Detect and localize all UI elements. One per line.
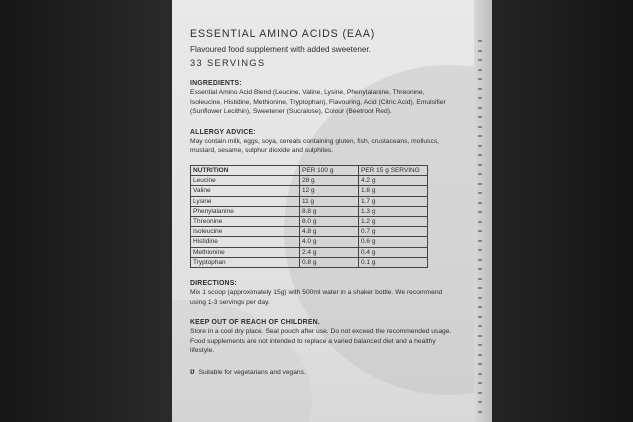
table-row — [191, 176, 428, 186]
edge-text-fragment — [478, 78, 482, 80]
nutrition-header-perserving: PER 15 g SERVING — [359, 165, 428, 175]
table-row — [191, 216, 428, 226]
product-subtitle: Flavoured food supplement with added sweetener. — [190, 45, 371, 54]
nutrient-name: Lysine — [191, 196, 300, 206]
edge-text-fragment — [478, 211, 482, 213]
edge-text-fragment — [478, 249, 482, 251]
table-row — [191, 247, 428, 257]
edge-text-fragment — [478, 344, 482, 346]
edge-text-fragment — [478, 373, 482, 375]
nutrient-perserving: 1.2 g — [359, 216, 428, 226]
nutrient-name: Valine — [191, 186, 300, 196]
edge-text-fragment — [478, 69, 482, 71]
ingredients-heading: INGREDIENTS: — [190, 80, 242, 87]
nutrient-name: Phenylalanine — [191, 206, 300, 216]
edge-text-fragment — [478, 202, 482, 204]
edge-text-fragment — [478, 392, 482, 394]
table-row — [191, 206, 428, 216]
servings-count: 33 SERVINGS — [190, 58, 266, 68]
table-row — [191, 186, 428, 196]
nutrient-per100: 8.8 g — [300, 206, 359, 216]
edge-text-fragment — [478, 401, 482, 403]
nutrient-perserving: 0.1 g — [359, 257, 428, 267]
edge-text-fragment — [478, 164, 482, 166]
nutrient-perserving: 4.2 g — [359, 176, 428, 186]
vegan-v-icon: ʋ — [190, 366, 195, 376]
edge-text-fragment — [478, 363, 482, 365]
edge-text-fragment — [478, 135, 482, 137]
edge-text-fragment — [478, 335, 482, 337]
nutrition-table — [190, 165, 428, 268]
warning-text: Store in a cool dry place. Seal pouch after use. Do not exceed the recommended usage. Food supplements are not intended to replace a varied balanced diet and a healthy lifestyle. — [190, 328, 452, 355]
edge-text-fragment — [478, 221, 482, 223]
nutrient-name: Isoleucine — [191, 227, 300, 237]
edge-text-fragment — [478, 287, 482, 289]
nutrient-per100: 0.8 g — [300, 257, 359, 267]
allergy-heading: ALLERGY ADVICE: — [190, 128, 256, 136]
table-row — [191, 196, 428, 206]
nutrient-name: Threonine — [191, 216, 300, 226]
table-row — [191, 257, 428, 267]
edge-text-fragment — [478, 411, 482, 413]
nutrient-name: Methionine — [191, 247, 300, 257]
nutrient-perserving: 0.7 g — [359, 227, 428, 237]
nutrient-per100: 11 g — [300, 196, 359, 206]
vegetarian-text: Suitable for vegetarians and vegans. — [198, 368, 306, 376]
nutrient-per100: 4.8 g — [300, 227, 359, 237]
allergy-text: May contain milk, eggs, soya, cereals containing gluten, fish, crustaceans, molluscs, mustard, sesame, sulphur dioxide and sulphites. — [190, 137, 440, 155]
edge-text-fragment — [478, 154, 482, 156]
edge-text-fragment — [478, 40, 482, 42]
nutrition-header-row — [191, 165, 428, 175]
edge-text-fragment — [478, 325, 482, 327]
edge-text-fragment — [478, 230, 482, 232]
table-row — [191, 237, 428, 247]
edge-text-fragment — [478, 192, 482, 194]
vegetarian-note — [190, 367, 472, 376]
edge-text-fragment — [478, 259, 482, 261]
nutrient-perserving: 0.6 g — [359, 237, 428, 247]
edge-text-fragment — [478, 50, 482, 52]
edge-text-fragment — [478, 88, 482, 90]
edge-text-fragment — [478, 297, 482, 299]
table-row — [191, 227, 428, 237]
nutrition-header-name: NUTRITION — [191, 165, 300, 175]
nutrient-name: Histidine — [191, 237, 300, 247]
nutrient-per100: 12 g — [300, 186, 359, 196]
edge-text-fragment — [478, 268, 482, 270]
edge-text-fragment — [478, 59, 482, 61]
nutrient-perserving: 1.3 g — [359, 206, 428, 216]
label-content — [190, 28, 472, 376]
edge-text-fragment — [478, 240, 482, 242]
edge-text-fragment — [478, 145, 482, 147]
edge-text-fragment — [478, 183, 482, 185]
nutrient-perserving: 1.7 g — [359, 196, 428, 206]
directions-text: Mix 1 scoop (approximately 15g) with 500ml water in a shaker bottle. We recommend using 1-3 servings per day. — [190, 289, 443, 306]
edge-text-fragment — [478, 278, 482, 280]
warning-heading: KEEP OUT OF REACH OF CHILDREN. — [190, 319, 320, 327]
edge-text-fragment — [478, 126, 482, 128]
edge-text-fragment — [478, 97, 482, 99]
edge-text-fragment — [478, 116, 482, 118]
edge-text-fragment — [478, 173, 482, 175]
edge-text-fragment — [478, 316, 482, 318]
ingredients-text: Essential Amino Acid Blend (Leucine, Valine, Lysine, Phenylalanine, Threonine, Isoleucine, Histidine, Methionine, Tryptophan), Flavouring, Acid (Citric Acid), Emulsifier (Sunflower Lecithin), Sweetener (Sucralose), Colour (Beetroot Red). — [190, 89, 446, 116]
product-title: ESSENTIAL AMINO ACIDS (EAA) — [190, 28, 376, 40]
edge-text-fragment — [478, 354, 482, 356]
nutrient-name: Leucine — [191, 176, 300, 186]
nutrient-per100: 28 g — [300, 176, 359, 186]
edge-text-fragment — [478, 382, 482, 384]
nutrient-perserving: 1.8 g — [359, 186, 428, 196]
nutrient-per100: 8.0 g — [300, 216, 359, 226]
nutrient-perserving: 0.4 g — [359, 247, 428, 257]
nutrient-per100: 4.0 g — [300, 237, 359, 247]
edge-text-fragment — [478, 306, 482, 308]
nutrient-name: Tryptophan — [191, 257, 300, 267]
edge-text-fragment — [478, 107, 482, 109]
nutrition-header-per100: PER 100 g — [300, 165, 359, 175]
directions-heading: DIRECTIONS: — [190, 280, 237, 287]
pouch-side-edge — [474, 0, 492, 422]
nutrient-per100: 2.4 g — [300, 247, 359, 257]
